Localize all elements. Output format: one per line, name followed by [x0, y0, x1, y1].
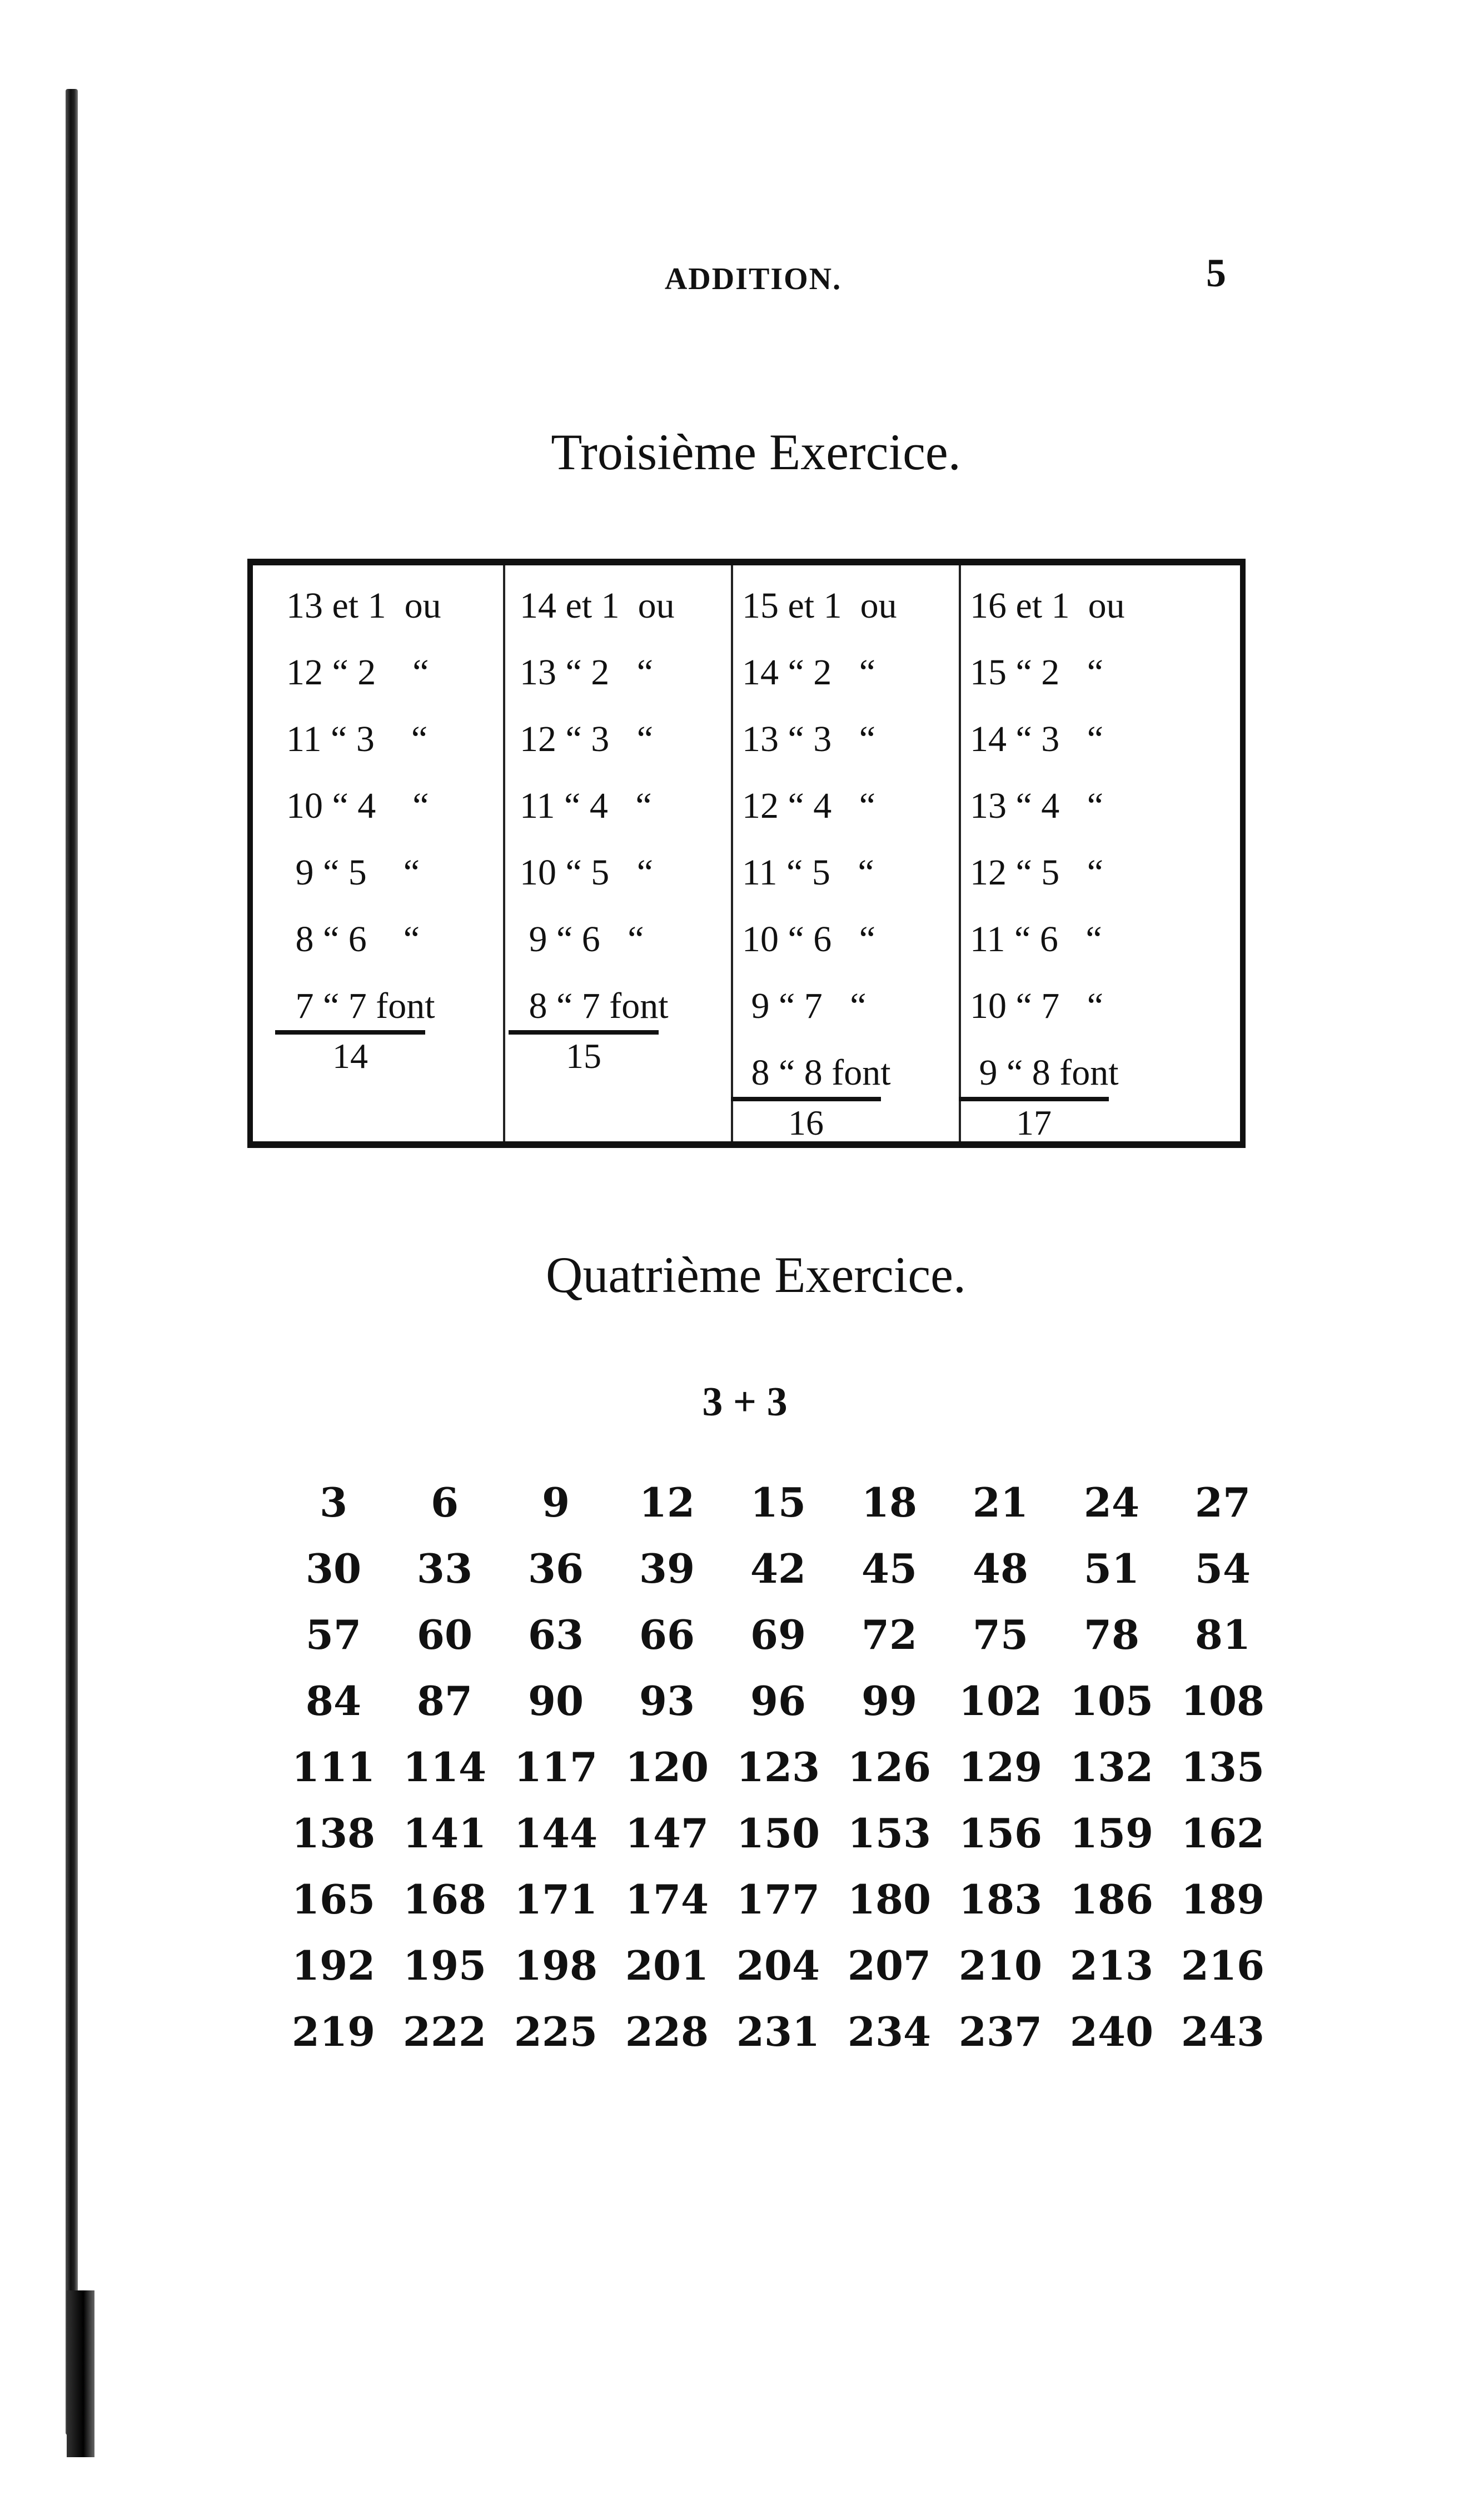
grid-number: 9 — [541, 1479, 570, 1526]
grid-number: 138 — [291, 1810, 376, 1857]
sum-result: 14 — [332, 1036, 368, 1076]
grid-number: 15 — [750, 1479, 806, 1526]
page-number: 5 — [1206, 251, 1226, 295]
grid-number: 63 — [527, 1611, 584, 1658]
addition-line: 10 “ 5 “ — [520, 852, 654, 893]
grid-number: 144 — [514, 1810, 598, 1857]
sum-result: 15 — [566, 1036, 601, 1076]
grid-number: 147 — [625, 1810, 709, 1857]
addition-line: 9 “ 6 “ — [520, 919, 644, 960]
addition-line: 11 “ 4 “ — [520, 786, 652, 826]
grid-number: 42 — [750, 1545, 806, 1592]
grid-number: 33 — [416, 1545, 473, 1592]
grid-number: 204 — [736, 1942, 820, 1989]
grid-number: 156 — [958, 1810, 1043, 1857]
grid-number: 57 — [305, 1611, 362, 1658]
grid-number: 123 — [736, 1743, 820, 1791]
grid-number: 66 — [639, 1611, 695, 1658]
grid-number: 78 — [1083, 1611, 1140, 1658]
grid-number: 102 — [958, 1677, 1043, 1724]
addition-line: 13 et 1 ou — [286, 585, 441, 626]
grid-number: 207 — [847, 1942, 932, 1989]
grid-number: 60 — [416, 1611, 473, 1658]
addition-line: 13 “ 3 “ — [742, 719, 876, 759]
sum-underline — [731, 1097, 881, 1101]
addition-line: 8 “ 7 font — [520, 986, 669, 1026]
sum-underline — [959, 1097, 1109, 1101]
running-header: ADDITION. — [664, 262, 842, 296]
exercise3-title: Troisième Exercice. — [551, 424, 961, 480]
grid-number: 153 — [847, 1810, 932, 1857]
grid-number: 132 — [1069, 1743, 1154, 1791]
grid-number: 165 — [291, 1876, 376, 1923]
addition-line: 12 “ 2 “ — [286, 652, 429, 693]
addition-line: 10 “ 6 “ — [742, 919, 876, 960]
exercise4-number-grid — [278, 1479, 1278, 2074]
addition-line: 9 “ 7 “ — [742, 986, 867, 1026]
column-separator — [959, 565, 961, 1141]
grid-number: 192 — [291, 1942, 376, 1989]
book-binding-shadow — [67, 2290, 94, 2457]
grid-number: 162 — [1181, 1810, 1265, 1857]
grid-number: 84 — [305, 1677, 362, 1724]
grid-number: 75 — [972, 1611, 1029, 1658]
grid-number: 3 — [319, 1479, 348, 1526]
grid-number: 120 — [625, 1743, 709, 1791]
grid-number: 228 — [625, 2008, 709, 2055]
exercise4-title: Quatrième Exercice. — [546, 1246, 966, 1303]
addition-line: 10 “ 4 “ — [286, 786, 429, 826]
grid-number: 21 — [972, 1479, 1029, 1526]
grid-number: 18 — [861, 1479, 918, 1526]
addition-line: 14 “ 2 “ — [742, 652, 876, 693]
grid-number: 111 — [291, 1743, 376, 1791]
addition-line: 15 “ 2 “ — [970, 652, 1104, 693]
grid-number: 240 — [1069, 2008, 1154, 2055]
grid-number: 30 — [305, 1545, 362, 1592]
grid-number: 90 — [527, 1677, 584, 1724]
grid-number: 6 — [430, 1479, 459, 1526]
addition-line: 15 et 1 ou — [742, 585, 897, 626]
grid-number: 24 — [1083, 1479, 1140, 1526]
grid-number: 45 — [861, 1545, 918, 1592]
grid-number: 126 — [847, 1743, 932, 1791]
grid-number: 231 — [736, 2008, 820, 2055]
column-separator — [731, 565, 733, 1141]
grid-number: 213 — [1069, 1942, 1154, 1989]
grid-number: 99 — [861, 1677, 918, 1724]
grid-number: 141 — [402, 1810, 487, 1857]
grid-number: 198 — [514, 1942, 598, 1989]
addition-line: 11 “ 5 “ — [742, 852, 874, 893]
grid-number: 12 — [639, 1479, 695, 1526]
grid-number: 150 — [736, 1810, 820, 1857]
grid-number: 174 — [625, 1876, 709, 1923]
grid-number: 87 — [416, 1677, 473, 1724]
grid-number: 189 — [1181, 1876, 1265, 1923]
grid-number: 96 — [750, 1677, 806, 1724]
book-binding-edge — [66, 89, 78, 2435]
grid-number: 81 — [1194, 1611, 1251, 1658]
grid-number: 219 — [291, 2008, 376, 2055]
addition-line: 13 “ 4 “ — [970, 786, 1104, 826]
grid-number: 210 — [958, 1942, 1043, 1989]
addition-line: 16 et 1 ou — [970, 585, 1125, 626]
addition-line: 12 “ 5 “ — [970, 852, 1104, 893]
grid-number: 27 — [1194, 1479, 1251, 1526]
column-separator — [503, 565, 505, 1141]
grid-number: 234 — [847, 2008, 932, 2055]
grid-number: 135 — [1181, 1743, 1265, 1791]
grid-number: 48 — [972, 1545, 1029, 1592]
grid-number: 39 — [639, 1545, 695, 1592]
addition-line: 8 “ 8 font — [742, 1052, 891, 1093]
addition-line: 9 “ 5 “ — [286, 852, 420, 893]
addition-line: 12 “ 4 “ — [742, 786, 876, 826]
grid-number: 51 — [1083, 1545, 1140, 1592]
exercise4-expression: 3 + 3 — [702, 1379, 788, 1425]
addition-line: 8 “ 6 “ — [286, 919, 420, 960]
addition-line: 13 “ 2 “ — [520, 652, 654, 693]
grid-number: 186 — [1069, 1876, 1154, 1923]
grid-number: 243 — [1181, 2008, 1265, 2055]
grid-number: 105 — [1069, 1677, 1154, 1724]
grid-number: 108 — [1181, 1677, 1265, 1724]
grid-number: 168 — [402, 1876, 487, 1923]
grid-number: 195 — [402, 1942, 487, 1989]
addition-line: 11 “ 6 “ — [970, 919, 1102, 960]
grid-number: 159 — [1069, 1810, 1154, 1857]
grid-number: 114 — [402, 1743, 487, 1791]
grid-number: 36 — [527, 1545, 584, 1592]
grid-number: 177 — [736, 1876, 820, 1923]
grid-number: 201 — [625, 1942, 709, 1989]
grid-number: 72 — [861, 1611, 918, 1658]
grid-number: 171 — [514, 1876, 598, 1923]
addition-line: 14 “ 3 “ — [970, 719, 1104, 759]
addition-line: 7 “ 7 font — [286, 986, 435, 1026]
exercise3-table — [247, 559, 1246, 1148]
grid-number: 225 — [514, 2008, 598, 2055]
sum-result: 17 — [1016, 1103, 1052, 1142]
grid-number: 93 — [639, 1677, 695, 1724]
grid-number: 180 — [847, 1876, 932, 1923]
grid-number: 222 — [402, 2008, 487, 2055]
addition-line: 12 “ 3 “ — [520, 719, 654, 759]
sum-underline — [509, 1030, 659, 1035]
grid-number: 129 — [958, 1743, 1043, 1791]
grid-number: 117 — [514, 1743, 598, 1791]
grid-number: 54 — [1194, 1545, 1251, 1592]
addition-line: 9 “ 8 font — [970, 1052, 1119, 1093]
grid-number: 183 — [958, 1876, 1043, 1923]
grid-number: 216 — [1181, 1942, 1265, 1989]
sum-underline — [275, 1030, 425, 1035]
sum-result: 16 — [788, 1103, 824, 1142]
addition-line: 10 “ 7 “ — [970, 986, 1104, 1026]
addition-line: 11 “ 3 “ — [286, 719, 428, 759]
grid-number: 69 — [750, 1611, 806, 1658]
addition-line: 14 et 1 ou — [520, 585, 675, 626]
grid-number: 237 — [958, 2008, 1043, 2055]
